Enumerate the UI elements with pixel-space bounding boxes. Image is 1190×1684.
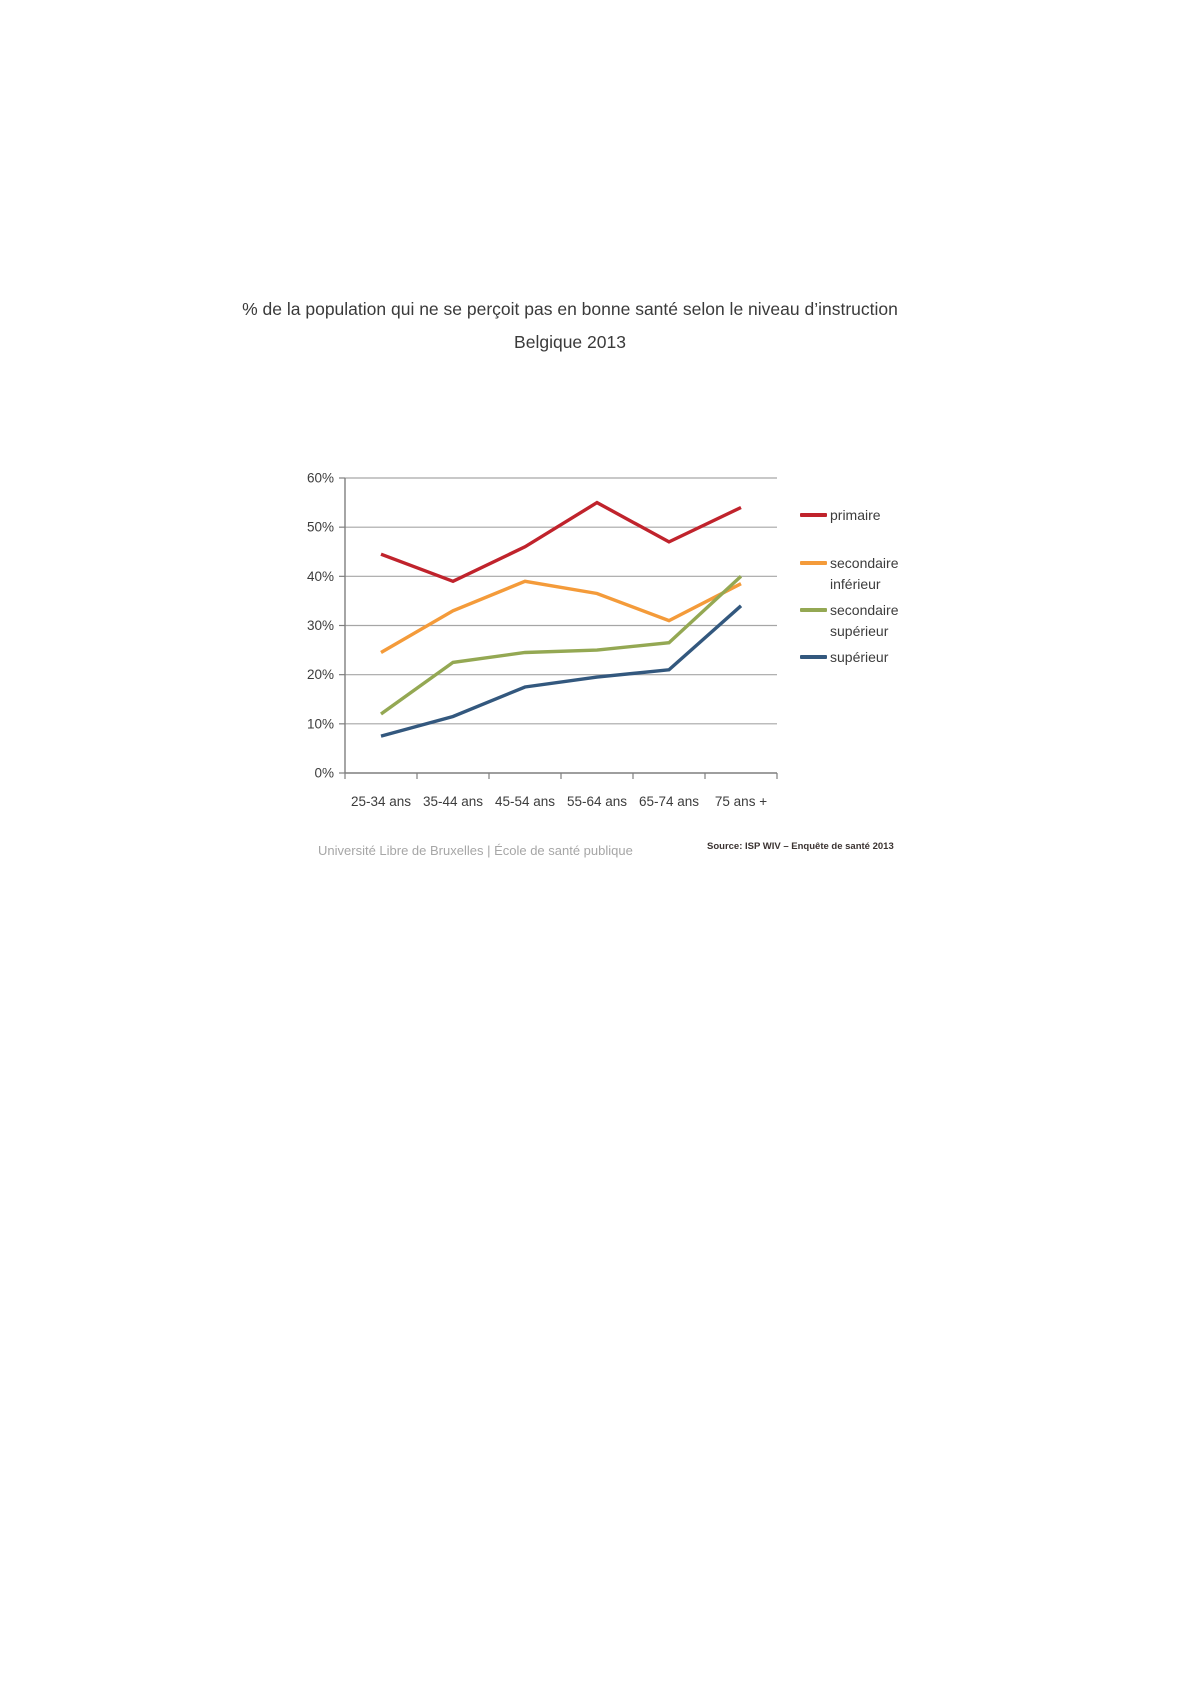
chart-title-line1: % de la population qui ne se perçoit pas en bonne santé selon le niveau d’instruction [242,299,898,319]
legend-label: primaire [830,507,881,523]
y-axis-label: 40% [306,568,334,584]
legend-item-secondaire-supérieur [800,600,920,642]
legend-label: secondaire supérieur [830,602,899,639]
credit-text: Université Libre de Bruxelles | École de santé publique [318,843,633,858]
chart-legend [800,505,920,668]
y-axis-label: 50% [306,519,334,535]
y-axis-label: 20% [306,667,334,683]
x-axis-label: 45-54 ans [494,794,556,809]
chart-title [30,293,1110,359]
legend-swatch-icon [800,513,827,517]
x-axis-label: 65-74 ans [638,794,700,809]
series-line-secondaire-inférieur [381,581,741,652]
legend-item-supérieur [800,647,920,668]
series-line-primaire [381,503,741,582]
legend-swatch-icon [800,561,827,565]
chart-svg [270,460,790,820]
series-line-secondaire-supérieur [381,576,741,714]
line-chart [270,460,790,820]
chart-title-line2: Belgique 2013 [514,332,626,352]
x-axis-label: 55-64 ans [566,794,628,809]
legend-swatch-icon [800,608,827,612]
legend-label: supérieur [830,649,889,665]
x-axis-label: 75 ans + [714,794,768,809]
y-axis-label: 30% [306,618,334,633]
legend-swatch-icon [800,655,827,659]
y-axis-label: 0% [314,765,334,781]
source-text: Source: ISP WIV – Enquête de santé 2013 [707,841,894,852]
x-axis-label: 25-34 ans [350,794,412,809]
x-axis-label: 35-44 ans [422,794,484,809]
legend-item-primaire [800,505,920,526]
y-axis-label: 10% [306,716,334,732]
legend-item-secondaire-inférieur [800,553,920,595]
y-axis-label: 60% [306,470,334,486]
legend-label: secondaire inférieur [830,555,899,592]
